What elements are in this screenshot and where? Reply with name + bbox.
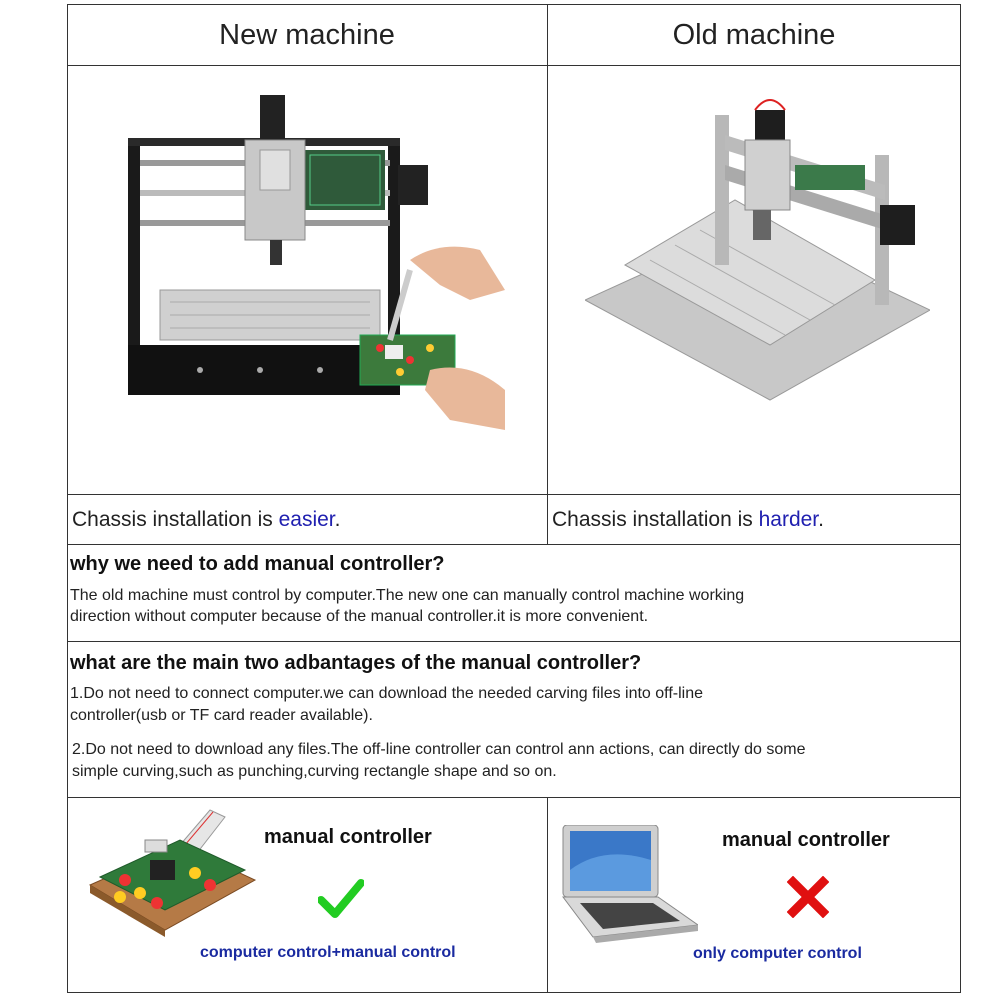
section2-point2-line1: 2.Do not need to download any files.The off-line controller can control ann actions, can directly do some [72, 741, 806, 758]
caption-old-machine [552, 508, 824, 532]
header-old-machine: Old machine [672, 18, 836, 51]
caption-new-machine [72, 508, 340, 532]
section1-title: why we need to add manual controller? [70, 553, 445, 575]
section2-point1-line2: controller(usb or TF card reader available). [70, 707, 373, 724]
caption-suffix: . [334, 508, 341, 531]
manual-controller-title-left: manual controller [264, 826, 432, 848]
cross-icon [787, 876, 829, 918]
section2-point1-line1: 1.Do not need to connect computer.we can download the needed carving files into off-line [70, 685, 704, 702]
manual-controller-subtitle-right: only computer control [693, 945, 862, 962]
row-divider-section1 [67, 641, 961, 642]
caption-highlight-easier: easier [278, 508, 335, 531]
row-divider-section2 [67, 797, 961, 798]
header-new-machine: New machine [219, 18, 395, 51]
caption-suffix: . [818, 508, 824, 531]
manual-controller-subtitle-left: computer control+manual control [200, 944, 456, 961]
section1-body-line1: The old machine must control by computer.The new one can manually control machine working [70, 587, 745, 604]
check-icon [318, 878, 364, 920]
column-divider-top [547, 4, 548, 544]
section2-title: what are the main two adbantages of the manual controller? [70, 652, 642, 674]
row-divider-captions [67, 544, 961, 545]
section2-point2-line2: simple curving,such as punching,curving rectangle shape and so on. [72, 763, 557, 780]
old-machine-image [585, 95, 930, 425]
caption-prefix: Chassis installation is [72, 508, 279, 531]
caption-highlight-harder: harder [758, 508, 819, 531]
column-divider-bottom [547, 797, 548, 993]
new-machine-image [110, 90, 510, 440]
caption-prefix: Chassis installation is [552, 508, 759, 531]
manual-controller-title-right: manual controller [722, 829, 890, 851]
row-divider-images [67, 494, 961, 495]
laptop-image [558, 825, 698, 945]
manual-controller-board-image [85, 805, 260, 945]
section1-body-line2: direction without computer because of the manual controller.it is more convenient. [70, 608, 649, 625]
